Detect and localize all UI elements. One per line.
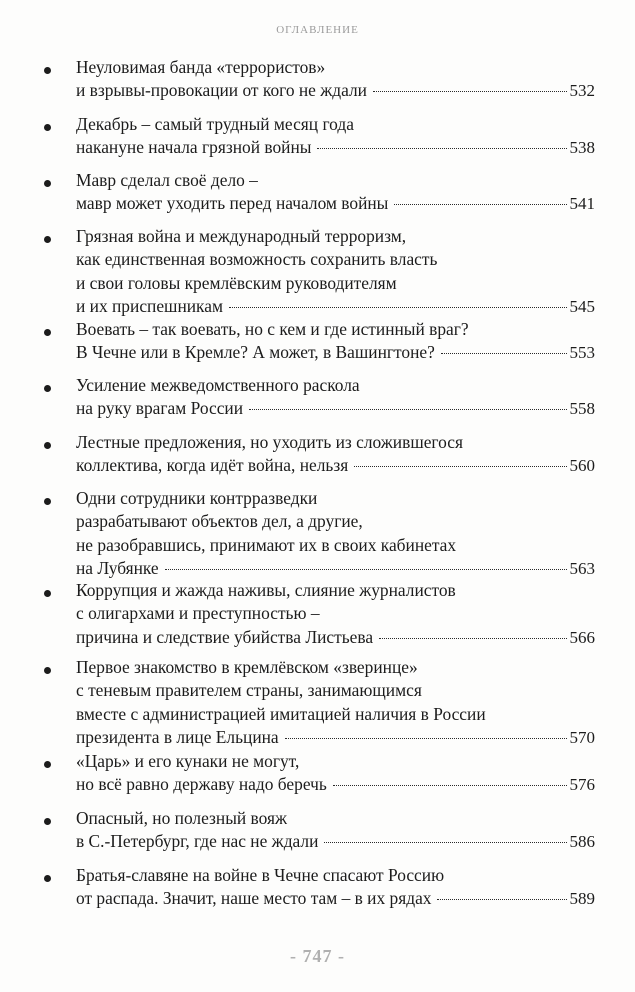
toc-entry-text: В Чечне или в Кремле? А может, в Вашингтоне? — [76, 342, 435, 363]
toc-entry-line — [76, 625, 595, 649]
toc-entry-line — [76, 247, 595, 271]
toc-entry-text: Неуловимая банда «террористов» — [76, 57, 326, 77]
dot-leader — [394, 203, 566, 205]
toc-entry-text: на Лубянке — [76, 557, 159, 578]
toc-entry-text: Опасный, но полезный вояж — [76, 808, 288, 828]
toc-page-number: 570 — [569, 727, 595, 747]
bullet-icon — [44, 590, 51, 597]
toc-entry-line — [76, 486, 595, 510]
toc-entry-text: не разобравшись, принимают их в своих кабинетах — [76, 534, 457, 555]
toc-entry-text: «Царь» и его кунаки не могут, — [76, 751, 300, 771]
toc-entry-line — [76, 224, 595, 248]
toc-entry-text: но всё равно державу надо беречь — [76, 774, 327, 795]
toc-entry-text: Одни сотрудники контрразведки — [76, 488, 318, 508]
toc-entry-text: мавр может уходить перед началом войны — [76, 193, 389, 214]
toc-entry-line — [76, 55, 595, 79]
toc-entry-text: от распада. Значит, наше место там – в их рядах — [76, 888, 432, 909]
dot-leader — [373, 90, 567, 92]
toc-entry-line — [76, 168, 595, 192]
toc-page-number: 586 — [569, 832, 595, 852]
toc-page-number: 558 — [569, 399, 595, 419]
toc-entry-text: президента в лице Ельцина — [76, 726, 279, 747]
bullet-icon — [44, 124, 51, 131]
running-head: ОГЛАВЛЕНИЕ — [276, 24, 359, 36]
toc-entry-text: Первое знакомство в кремлёвском «зверинце» — [76, 657, 418, 677]
toc-entry-line — [76, 806, 595, 830]
toc-entry-line — [76, 317, 595, 341]
toc-page-number: 576 — [569, 775, 595, 795]
dot-leader — [324, 841, 566, 843]
toc-entry-line — [76, 772, 595, 796]
toc-entry-line — [76, 725, 595, 749]
toc-page-number: 532 — [569, 81, 595, 101]
toc-page-number: 538 — [569, 138, 595, 158]
toc-entry-line — [76, 533, 595, 557]
bullet-icon — [44, 761, 51, 768]
dot-leader — [285, 737, 567, 739]
toc-entry-line — [76, 340, 595, 364]
toc-page-number: 541 — [569, 194, 595, 214]
dot-leader — [165, 568, 567, 570]
dot-leader — [229, 306, 567, 308]
toc-entry-line — [76, 829, 595, 853]
toc-entry-text: Грязная война и международный терроризм, — [76, 226, 407, 246]
toc-entry-text: в С.-Петербург, где нас не ждали — [76, 831, 319, 852]
bullet-icon — [44, 498, 51, 505]
bullet-icon — [44, 667, 51, 674]
bullet-icon — [44, 442, 51, 449]
bullet-icon — [44, 67, 51, 74]
toc-entry-text: причина и следствие убийства Листьева — [76, 626, 374, 647]
toc-entry-text: Усиление межведомственного раскола — [76, 375, 360, 395]
dot-leader — [333, 784, 567, 786]
toc-entry-text: Лестные предложения, но уходить из сложившегося — [76, 432, 463, 452]
toc-entry-text: Братья-славяне на войне в Чечне спасают Россию — [76, 865, 445, 885]
toc-entry-line — [76, 373, 595, 397]
toc-entry-line — [76, 430, 595, 454]
toc-page-number: 545 — [569, 296, 595, 316]
toc-entry-line — [76, 271, 595, 295]
toc-entry-text: коллектива, когда идёт война, нельзя — [76, 455, 349, 476]
toc-entry-text: с олигархами и преступностью – — [76, 603, 320, 624]
toc-entry-text: вместе с администрацией имитацией наличия в России — [76, 703, 486, 724]
toc-entry-line — [76, 78, 595, 102]
toc-entry-line — [76, 509, 595, 533]
toc-entry-line — [76, 578, 595, 602]
toc-entry-line — [76, 453, 595, 477]
toc-entry-line — [76, 749, 595, 773]
toc-entry-text: Декабрь – самый трудный месяц года — [76, 114, 354, 134]
toc-entry-text: как единственная возможность сохранить власть — [76, 249, 438, 270]
toc-page-number: 566 — [569, 627, 595, 647]
dot-leader — [249, 408, 566, 410]
dot-leader — [317, 147, 566, 149]
toc-entry-text: Мавр сделал своё дело – — [76, 170, 258, 190]
toc-entry-line — [76, 886, 595, 910]
toc-entry-text: и их приспешникам — [76, 295, 223, 316]
toc-page-number: 563 — [569, 558, 595, 578]
page-number: - 747 - — [290, 946, 345, 966]
toc-entry-text: Коррупция и жажда наживы, слияние журналистов — [76, 580, 456, 600]
dot-leader — [437, 898, 566, 900]
toc-entry-line — [76, 294, 595, 318]
toc-entry-text: и свои головы кремлёвским руководителям — [76, 272, 397, 293]
toc-entry-line — [76, 702, 595, 726]
toc-entry-line — [76, 396, 595, 420]
toc-entry-line — [76, 135, 595, 159]
dot-leader — [441, 352, 567, 354]
toc-entry-line — [76, 112, 595, 136]
bullet-icon — [44, 180, 51, 187]
toc-entry-line — [76, 601, 595, 625]
bullet-icon — [44, 329, 51, 336]
toc-entry-line — [76, 556, 595, 580]
toc-entry-line — [76, 863, 595, 887]
toc-entry-text: разрабатывают объектов дел, а другие, — [76, 511, 363, 532]
toc-page-number: 560 — [569, 456, 595, 476]
bullet-icon — [44, 875, 51, 882]
dot-leader — [354, 465, 566, 467]
toc-entry-line — [76, 655, 595, 679]
toc-entry-text: Воевать – так воевать, но с кем и где истинный враг? — [76, 319, 469, 339]
toc-entry-line — [76, 191, 595, 215]
toc-entry-line — [76, 678, 595, 702]
dot-leader — [379, 637, 566, 639]
toc-entry-text: с теневым правителем страны, занимающимся — [76, 680, 422, 701]
bullet-icon — [44, 236, 51, 243]
bullet-icon — [44, 818, 51, 825]
toc-page-number: 589 — [569, 889, 595, 909]
toc-entry-text: и взрывы-провокации от кого не ждали — [76, 80, 367, 101]
toc-entry-text: накануне начала грязной войны — [76, 137, 312, 158]
toc-page-number: 553 — [569, 343, 595, 363]
bullet-icon — [44, 385, 51, 392]
toc-entry-text: на руку врагам России — [76, 398, 244, 419]
